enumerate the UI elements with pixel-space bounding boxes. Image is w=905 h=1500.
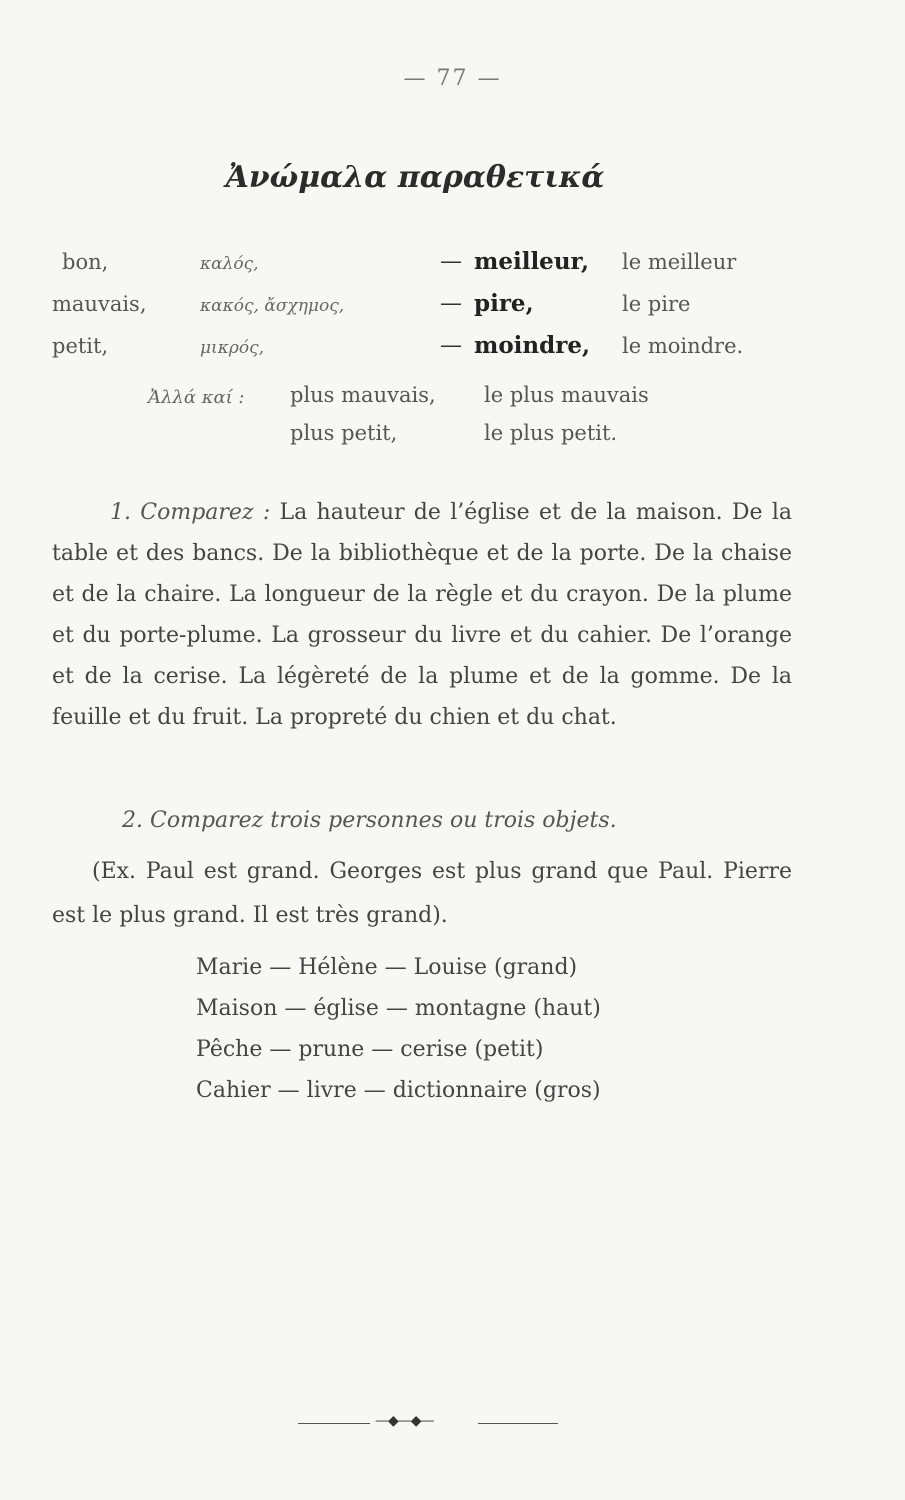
greek-word: καλός, (200, 254, 259, 274)
greek-word: μικρός, (200, 338, 265, 358)
ornament: —◆—◆— (375, 1413, 434, 1429)
exercise-2-heading (52, 800, 792, 841)
superlative: le plus petit. (484, 421, 618, 445)
word: bon, (62, 250, 109, 274)
comparative: moindre, (474, 332, 590, 359)
ornament-rule-left (298, 1423, 370, 1424)
superlative: le meilleur (622, 250, 737, 274)
list-item: Maison — église — montagne (haut) (196, 996, 601, 1021)
ornament-rule-right (478, 1423, 558, 1424)
exercise-2-example: (Ex. Paul est grand. Georges est plus grand que Paul. Pierre est le plus grand. Il est très grand). (52, 859, 792, 928)
superlative: le moindre. (622, 334, 744, 358)
list-item: Cahier — livre — dictionnaire (gros) (196, 1078, 601, 1103)
dash: — (440, 291, 462, 316)
comparative: plus petit, (290, 421, 398, 445)
list-item: Pêche — prune — cerise (petit) (196, 1037, 544, 1062)
superlative: le pire (622, 292, 691, 316)
dash: — (440, 249, 462, 274)
exercise-number: 1. (110, 500, 131, 525)
dash: — (440, 333, 462, 358)
superlative: le plus mauvais (484, 383, 649, 407)
page-number: — 77 — (403, 66, 502, 91)
list-item: Marie — Hélène — Louise (grand) (196, 955, 578, 980)
word: petit, (52, 334, 109, 358)
exercise-number: 2. (122, 808, 143, 833)
exercise-text: La hauteur de l’église et de la maison. De la table et des bancs. De la bibliothèque et de la porte. De la chaise et de la chaire. La longueur de la règle et du crayon. De la plume et du porte-plume. La grosseur du livre et du cahier. De l’orange et de la cerise. La légèreté de la plume et de la gomme. De la feuille et du fruit. La propreté du chien et du chat. (52, 500, 793, 730)
word: mauvais, (52, 292, 147, 316)
comparative: pire, (474, 290, 534, 317)
comparative: meilleur, (474, 248, 589, 275)
exercise-1 (52, 492, 792, 738)
exercise-title: Comparez trois personnes ou trois objets. (150, 808, 617, 833)
greek-word: κακός, ἄσχημος, (200, 296, 345, 316)
alla-label: Ἀλλά καί : (148, 387, 245, 408)
comparative: plus mauvais, (290, 383, 436, 407)
page-title: Ἀνώμαλα παραθετικά (225, 160, 605, 195)
exercise-title: Comparez : (140, 500, 271, 525)
